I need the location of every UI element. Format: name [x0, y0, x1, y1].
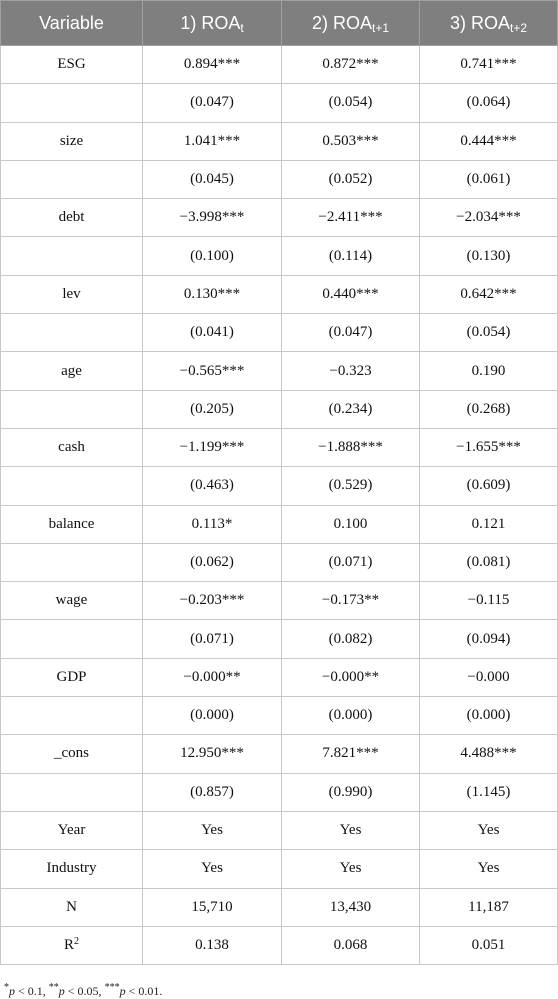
footnote-threshold: < 0.01. [125, 984, 163, 998]
value-cell: 0.068 [282, 926, 420, 964]
footnote-stars: * [4, 982, 9, 993]
r-squared-exponent: 2 [74, 935, 79, 947]
r-squared-label: R [63, 936, 74, 953]
row-label-cell: size [1, 122, 143, 160]
value-cell: (0.062) [143, 543, 282, 581]
value-cell: (0.064) [420, 84, 558, 122]
value-cell: (0.130) [420, 237, 558, 275]
value-cell: 0.100 [282, 505, 420, 543]
value-cell: Yes [420, 811, 558, 849]
value-cell: (0.000) [143, 697, 282, 735]
header-model-1 [143, 1, 282, 46]
row-label-cell [1, 160, 143, 198]
footnote-p: p [58, 984, 65, 998]
value-cell: −0.115 [420, 582, 558, 620]
row-label-cell [1, 773, 143, 811]
value-cell: −2.411*** [282, 199, 420, 237]
value-cell: (0.114) [282, 237, 420, 275]
value-cell: 0.741*** [420, 46, 558, 84]
footnote-threshold: < 0.05, [64, 984, 105, 998]
footnote-stars: ** [48, 982, 59, 993]
value-cell: −0.203*** [143, 582, 282, 620]
value-cell: (0.529) [282, 467, 420, 505]
table-row [1, 84, 558, 122]
header-model-3 [420, 1, 558, 46]
header-row [1, 1, 558, 46]
table-row [1, 352, 558, 390]
value-cell: (0.990) [282, 773, 420, 811]
value-cell: 13,430 [282, 888, 420, 926]
value-cell: (0.045) [143, 160, 282, 198]
value-cell: 0.503*** [282, 122, 420, 160]
value-cell: Yes [143, 811, 282, 849]
table-row [1, 199, 558, 237]
value-cell: (0.609) [420, 467, 558, 505]
value-cell: (0.061) [420, 160, 558, 198]
table-row [1, 543, 558, 581]
row-label-cell [1, 926, 143, 964]
value-cell: −0.323 [282, 352, 420, 390]
table-row [1, 658, 558, 696]
row-label-cell: Industry [1, 850, 143, 888]
value-cell: (0.463) [143, 467, 282, 505]
table-row [1, 46, 558, 84]
value-cell: −1.655*** [420, 428, 558, 466]
value-cell: (0.052) [282, 160, 420, 198]
value-cell: −1.888*** [282, 428, 420, 466]
value-cell: 0.121 [420, 505, 558, 543]
value-cell: (0.071) [282, 543, 420, 581]
value-cell: 12.950*** [143, 735, 282, 773]
value-cell: (0.082) [282, 620, 420, 658]
table-row [1, 160, 558, 198]
value-cell: −0.000 [420, 658, 558, 696]
table-row [1, 314, 558, 352]
value-cell: Yes [282, 811, 420, 849]
table-row [1, 926, 558, 964]
value-cell: (0.094) [420, 620, 558, 658]
value-cell: 0.190 [420, 352, 558, 390]
value-cell: 0.113* [143, 505, 282, 543]
header-model-2 [282, 1, 420, 46]
row-label-cell [1, 467, 143, 505]
header-subscript: t+2 [510, 20, 528, 35]
value-cell: −0.565*** [143, 352, 282, 390]
value-cell: (1.145) [420, 773, 558, 811]
value-cell: Yes [143, 850, 282, 888]
header-label: 3) ROA [449, 12, 510, 33]
row-label-cell [1, 543, 143, 581]
value-cell: −0.173** [282, 582, 420, 620]
row-label-cell [1, 697, 143, 735]
row-label-cell: GDP [1, 658, 143, 696]
value-cell: 0.872*** [282, 46, 420, 84]
footnote-stars: *** [104, 982, 120, 993]
value-cell: (0.081) [420, 543, 558, 581]
row-label-cell: ESG [1, 46, 143, 84]
table-row [1, 850, 558, 888]
row-label-cell: age [1, 352, 143, 390]
value-cell: −3.998*** [143, 199, 282, 237]
table-row [1, 735, 558, 773]
value-cell: (0.047) [282, 314, 420, 352]
header-label: 1) ROA [180, 12, 241, 33]
value-cell: 0.642*** [420, 275, 558, 313]
row-label-cell [1, 237, 143, 275]
header-subscript: t [240, 20, 244, 35]
header-variable [1, 1, 143, 46]
row-label-cell: debt [1, 199, 143, 237]
table-row [1, 888, 558, 926]
row-label-cell: cash [1, 428, 143, 466]
value-cell: (0.054) [420, 314, 558, 352]
value-cell: (0.000) [282, 697, 420, 735]
value-cell: 1.041*** [143, 122, 282, 160]
value-cell: (0.000) [420, 697, 558, 735]
value-cell: 11,187 [420, 888, 558, 926]
value-cell: 0.130*** [143, 275, 282, 313]
table-row [1, 505, 558, 543]
value-cell: 0.051 [420, 926, 558, 964]
row-label-cell [1, 390, 143, 428]
value-cell: 0.894*** [143, 46, 282, 84]
table-row [1, 390, 558, 428]
row-label-cell [1, 620, 143, 658]
value-cell: 0.440*** [282, 275, 420, 313]
header-label: Variable [39, 12, 104, 33]
value-cell: 0.444*** [420, 122, 558, 160]
footnote-p: p [9, 984, 15, 998]
row-label-cell [1, 314, 143, 352]
value-cell: (0.234) [282, 390, 420, 428]
value-cell: (0.047) [143, 84, 282, 122]
table-row [1, 620, 558, 658]
value-cell: Yes [282, 850, 420, 888]
row-label-cell: wage [1, 582, 143, 620]
value-cell: −0.000** [282, 658, 420, 696]
row-label-cell: lev [1, 275, 143, 313]
table-row [1, 582, 558, 620]
value-cell: −2.034*** [420, 199, 558, 237]
header-subscript: t+1 [372, 20, 390, 35]
row-label-cell: Year [1, 811, 143, 849]
value-cell: −1.199*** [143, 428, 282, 466]
value-cell: −0.000** [143, 658, 282, 696]
table-row [1, 811, 558, 849]
row-label-cell [1, 84, 143, 122]
value-cell: (0.205) [143, 390, 282, 428]
value-cell: (0.100) [143, 237, 282, 275]
table-row [1, 122, 558, 160]
footnote-p: p [119, 984, 126, 998]
row-label-cell: balance [1, 505, 143, 543]
value-cell: 4.488*** [420, 735, 558, 773]
significance-footnote [4, 984, 162, 999]
table-header [1, 1, 558, 46]
value-cell: 15,710 [143, 888, 282, 926]
table-row [1, 237, 558, 275]
value-cell: (0.054) [282, 84, 420, 122]
value-cell: 0.138 [143, 926, 282, 964]
table-body [1, 46, 558, 965]
row-label-cell: N [1, 888, 143, 926]
table-row [1, 773, 558, 811]
footnote-threshold: < 0.1, [15, 984, 49, 998]
value-cell: Yes [420, 850, 558, 888]
value-cell: (0.268) [420, 390, 558, 428]
value-cell: 7.821*** [282, 735, 420, 773]
table-row [1, 428, 558, 466]
table-row [1, 275, 558, 313]
value-cell: (0.857) [143, 773, 282, 811]
value-cell: (0.071) [143, 620, 282, 658]
table-row [1, 467, 558, 505]
header-label: 2) ROA [311, 12, 372, 33]
row-label-cell: _cons [1, 735, 143, 773]
value-cell: (0.041) [143, 314, 282, 352]
table-row [1, 697, 558, 735]
